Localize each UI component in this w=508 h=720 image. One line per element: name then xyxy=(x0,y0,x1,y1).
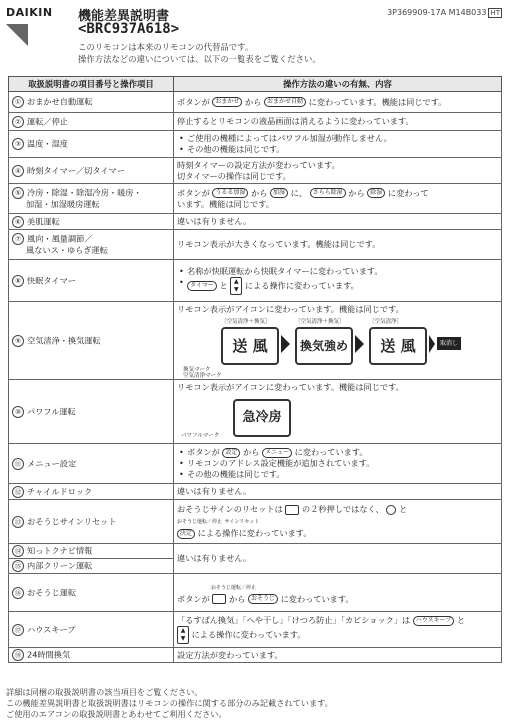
diff-line: 切タイマーの操作は同じです。 xyxy=(177,170,291,181)
diff-text: に変わって xyxy=(387,187,429,198)
settings-button-icon: 設定 xyxy=(222,448,240,458)
item-label: 24時間換気 xyxy=(27,649,71,660)
table-row xyxy=(9,544,502,559)
cleaning-mode-button-icon: おそうじ xyxy=(248,594,278,604)
row-number: ⑦ xyxy=(12,233,24,245)
footer-line: この機能差異説明書と取扱説明書はリモコンの操作に関する部分のみ記載されています。 xyxy=(6,698,333,708)
bullet: • その他の機能は同じです。 xyxy=(187,469,498,480)
arrow-right-icon xyxy=(429,335,435,353)
row-item xyxy=(9,612,174,648)
display-panel: 送 風 xyxy=(221,327,279,365)
table-row xyxy=(9,184,502,214)
diff-text: から xyxy=(228,593,246,604)
item-label: 快眠タイマー xyxy=(27,275,76,285)
intro-text xyxy=(78,41,321,65)
row-item xyxy=(9,648,174,663)
display-panel: 換気強め xyxy=(295,327,353,365)
document-title: 機能差異説明書 xyxy=(78,9,170,24)
diff-text: と xyxy=(398,504,408,514)
diff-text: ボタンが xyxy=(177,187,210,198)
row-number: ② xyxy=(12,116,24,128)
intro-line-1: このリモコンは本来のリモコンの代替品です。 xyxy=(78,42,254,52)
diff-text: から xyxy=(251,187,268,198)
diff-text: ボタンが xyxy=(187,447,220,457)
row-diff xyxy=(174,158,502,184)
row-item xyxy=(9,302,174,380)
diff-text: に、 xyxy=(290,187,308,198)
row-diff xyxy=(174,444,502,484)
diff-text: います。機能は同じです。 xyxy=(177,198,274,209)
row-number: ④ xyxy=(12,165,24,177)
bullet: • その他の機能は同じです。 xyxy=(187,144,498,155)
button-icon: おまかせ自動 xyxy=(264,97,306,107)
row-item xyxy=(9,131,174,158)
logo-text: DAIKIN xyxy=(6,6,53,19)
row-diff: 違いは有りません。 xyxy=(174,544,502,574)
housekeep-button-icon: ハウスキープ xyxy=(413,616,455,626)
display-diagram xyxy=(177,395,498,441)
button-icon: うるる加湿 xyxy=(212,188,248,198)
panel-label: ［空気清浄＋換気］ xyxy=(295,319,345,325)
row-diff: 設定方法が変わっています。 xyxy=(174,648,502,663)
footer-notes xyxy=(6,687,333,720)
button-caption: おそうじ運転／停止 xyxy=(177,519,223,525)
row-diff xyxy=(174,574,502,612)
item-label: 温度・湿度 xyxy=(27,138,68,149)
logo xyxy=(6,6,72,46)
table-row xyxy=(9,648,502,663)
display-panel: 送 風 xyxy=(369,327,427,365)
diff-text: ボタンが xyxy=(177,593,210,604)
row-diff: 停止するとリモコンの液晶画面は消えるように変わっています。 xyxy=(174,113,502,131)
row-diff xyxy=(174,184,502,214)
bullet xyxy=(187,447,498,458)
timer-button-icon: タイマー xyxy=(187,281,217,291)
diff-text: から xyxy=(243,447,260,457)
table-row xyxy=(9,612,502,648)
item-label: パワフル運転 xyxy=(27,406,76,416)
enter-button-icon: 決定 xyxy=(177,529,195,539)
arrow-right-icon xyxy=(355,335,364,353)
item-label: 美肌運転 xyxy=(27,216,60,226)
row-item xyxy=(9,380,174,444)
menu-button-icon: メニュー xyxy=(262,448,292,458)
table-row xyxy=(9,380,502,444)
row-number: ⑩ xyxy=(12,406,24,418)
item-label: ハウスキープ xyxy=(27,624,76,634)
cleaning-button-icon xyxy=(285,505,299,515)
header xyxy=(0,0,508,70)
arrow-right-icon xyxy=(281,335,290,353)
row-number: ⑨ xyxy=(12,335,24,347)
footer-line: 詳細は同梱の取扱説明書の該当項目をご覧ください。 xyxy=(6,687,203,697)
row-number: ⑬ xyxy=(12,516,24,528)
mark-label: 空気清浄マーク xyxy=(183,373,222,379)
difference-table xyxy=(8,76,502,663)
col-item-header: 取扱説明書の項目番号と操作項目 xyxy=(9,77,174,92)
table-row xyxy=(9,444,502,484)
display-panel: 急冷房 xyxy=(233,399,291,437)
row-number: ① xyxy=(12,96,24,108)
ref-badge: HT xyxy=(490,9,500,17)
row-diff xyxy=(174,302,502,380)
diff-text: ボタンが xyxy=(177,96,210,107)
diff-text: に変わっています。 xyxy=(280,593,354,604)
diff-text: おそうじサインのリセットは xyxy=(177,504,283,514)
row-number: ⑰ xyxy=(12,624,24,636)
item-label: おまかせ自動運転 xyxy=(27,96,93,107)
display-diagram xyxy=(177,317,498,377)
diff-line: 時刻タイマーの設定方法が変わっています。 xyxy=(177,159,340,170)
cancel-button-icon: 取消し xyxy=(437,337,461,350)
table-row xyxy=(9,230,502,260)
button-icon: おまかせ xyxy=(212,97,242,107)
up-down-arrow-icon: ▲ ▼ xyxy=(230,277,242,295)
diff-text: に変わっています。機能は同じです。 xyxy=(308,96,447,107)
row-item xyxy=(9,500,174,544)
row-item xyxy=(9,574,174,612)
logo-triangle xyxy=(6,24,28,46)
row-diff: 違いは有りません。 xyxy=(174,214,502,230)
table-row xyxy=(9,92,502,113)
mark-label: パワフルマーク xyxy=(181,433,220,439)
diff-text: による操作に変わっています。 xyxy=(244,280,359,291)
row-item xyxy=(9,444,174,484)
mark-label: 換気マーク xyxy=(183,367,211,373)
item-label: おそうじサインリセット xyxy=(27,516,117,526)
model-code: <BRC937A618> xyxy=(78,21,180,37)
col-diff-header: 操作方法の違いの有無、内容 xyxy=(174,77,502,92)
diff-text: による操作に変わっています。 xyxy=(191,629,306,640)
row-number: ⑪ xyxy=(12,458,24,470)
item-label: 加湿・加湿暖房運転 xyxy=(26,199,100,209)
row-item xyxy=(9,544,174,559)
row-diff xyxy=(174,380,502,444)
diff-text: から xyxy=(245,96,262,107)
item-label: チャイルドロック xyxy=(27,486,93,496)
intro-line-2: 操作方法などの違いについては、以下の一覧表をご覧ください。 xyxy=(78,54,321,64)
row-number: ⑮ xyxy=(12,560,24,572)
diff-text: から xyxy=(348,187,365,198)
row-diff xyxy=(174,131,502,158)
item-label: メニュー設定 xyxy=(27,458,77,468)
row-item xyxy=(9,230,174,260)
item-label: 空気清浄・換気運転 xyxy=(27,335,101,345)
row-number: ③ xyxy=(12,138,24,150)
bullet: • ご使用の機種によってはパワフル加湿が動作しません。 xyxy=(187,133,498,144)
row-item xyxy=(9,559,174,574)
panel-label: ［空気清浄］ xyxy=(369,319,403,325)
row-diff xyxy=(174,500,502,544)
table-header xyxy=(9,77,502,92)
footer-line: ご使用のエアコンの取扱説明書とあわせてご利用ください。 xyxy=(6,709,227,719)
item-label: おそうじ運転 xyxy=(27,587,77,597)
row-diff xyxy=(174,612,502,648)
row-number: ⑤ xyxy=(12,187,24,199)
reference-code xyxy=(387,8,502,18)
item-label: 知っトクナビ情報 xyxy=(27,545,93,556)
table-row xyxy=(9,158,502,184)
item-label: 内部クリーン運転 xyxy=(27,560,93,571)
ref-code-text: 3P369909-17A M14B033 xyxy=(387,8,487,17)
row-item xyxy=(9,92,174,113)
table-row xyxy=(9,113,502,131)
table-row xyxy=(9,574,502,612)
diff-text: の２秒押しではなく、 xyxy=(302,504,384,514)
diff-line: リモコン表示がアイコンに変わっています。機能は同じです。 xyxy=(177,382,404,392)
bullet: • リモコンのアドレス設定機能が追加されています。 xyxy=(187,458,498,469)
row-item xyxy=(9,484,174,500)
button-caption: おそうじ運転／停止 xyxy=(211,584,257,591)
row-item xyxy=(9,113,174,131)
row-item xyxy=(9,184,174,214)
table-row xyxy=(9,131,502,158)
row-number: ⑥ xyxy=(12,216,24,228)
diff-text: に変わっています。 xyxy=(294,447,368,457)
diff-text: による操作に変わっています。 xyxy=(197,528,312,538)
table-row xyxy=(9,214,502,230)
row-number: ⑧ xyxy=(12,275,24,287)
diff-text: と xyxy=(456,615,466,625)
row-item xyxy=(9,214,174,230)
button-icon: 加湿 xyxy=(270,188,288,198)
table-row xyxy=(9,500,502,544)
row-diff: リモコン表示が大きくなっています。機能は同じです。 xyxy=(174,230,502,260)
panel-label: ［空気清浄＋換気］ xyxy=(221,319,271,325)
diff-text: と xyxy=(219,280,228,291)
row-number: ⑫ xyxy=(12,486,24,498)
row-number: ⑱ xyxy=(12,649,24,661)
diff-text: 「るすばん換気」「へや干し」「けつろ防止」「カビショック」は xyxy=(177,615,411,625)
bullet xyxy=(187,277,498,295)
row-item xyxy=(9,260,174,302)
item-label: 運転／停止 xyxy=(27,116,68,126)
table-row xyxy=(9,260,502,302)
row-item xyxy=(9,158,174,184)
item-label: 時刻タイマー／切タイマー xyxy=(27,165,125,175)
table-row xyxy=(9,484,502,500)
cleaning-button-icon xyxy=(212,594,226,604)
item-label: 風向・風量調節／ xyxy=(27,233,93,244)
diff-line: リモコン表示がアイコンに変わっています。機能は同じです。 xyxy=(177,304,404,314)
up-down-arrow-icon: ▲ ▼ xyxy=(177,626,189,644)
sign-reset-button-icon xyxy=(386,505,396,515)
button-icon: さらら除湿 xyxy=(310,188,346,198)
item-label: 風ないス・ゆらぎ運転 xyxy=(26,245,108,255)
row-diff xyxy=(174,260,502,302)
row-diff: 違いは有りません。 xyxy=(174,484,502,500)
button-caption: サインリセット xyxy=(224,519,260,525)
row-number: ⑯ xyxy=(12,587,24,599)
row-number: ⑭ xyxy=(12,545,24,557)
table-row xyxy=(9,302,502,380)
row-diff xyxy=(174,92,502,113)
button-icon: 除湿 xyxy=(367,188,385,198)
item-label: 冷房・除湿・除湿冷房・暖房・ xyxy=(27,187,142,198)
bullet: • 名称が快眠運転から快眠タイマーに変わっています。 xyxy=(187,266,498,277)
